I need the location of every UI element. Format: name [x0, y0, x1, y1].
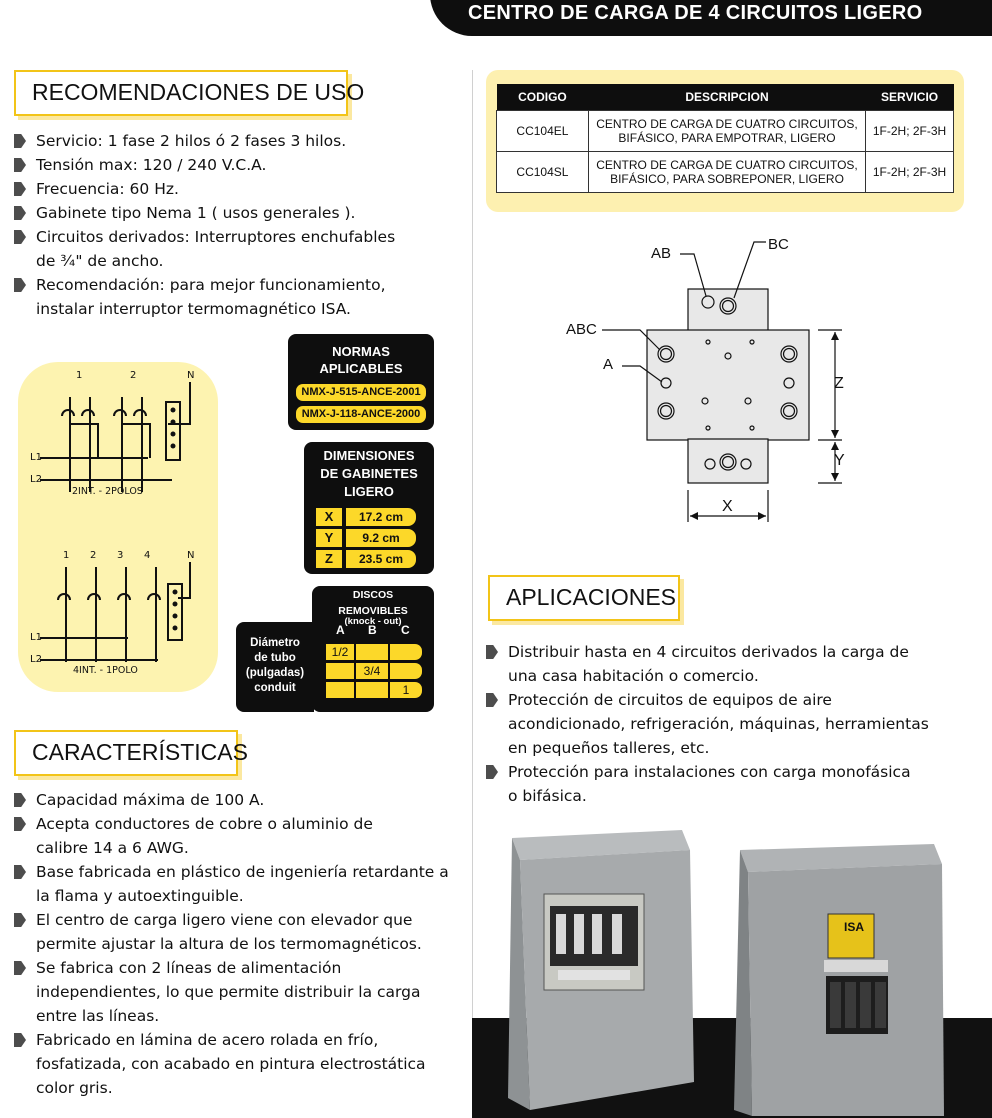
list-item-text: Circuitos derivados: Interruptores enchufables [36, 228, 396, 246]
wiring2-label-n: N [187, 550, 195, 561]
list-item [14, 956, 449, 980]
bullet-arrow-icon [14, 182, 26, 196]
list-item [14, 297, 395, 321]
list-item-text: Protección de circuitos de equipos de aire [508, 691, 832, 709]
ko-label-ab: AB [651, 245, 672, 262]
col-header-codigo: CODIGO [497, 84, 589, 111]
list-item-text: Acepta conductores de cobre o aluminio de [36, 815, 373, 833]
list-item [486, 784, 929, 808]
bus-lines-1 [40, 458, 172, 480]
table-row [497, 111, 954, 152]
wiring2-caption: 4INT. - 1POLO [73, 665, 138, 676]
wiring2-l1: L1 [30, 632, 42, 643]
list-item [14, 884, 449, 908]
bullet-arrow-icon [486, 765, 498, 779]
list-item [486, 664, 929, 688]
bus-lines-2 [40, 638, 158, 660]
list-item-text: Servicio: 1 fase 2 hilos ó 2 fases 3 hilos. [36, 132, 347, 150]
disco-cell-empty [356, 682, 388, 698]
bullet-arrow-icon [14, 1033, 26, 1047]
neutral-line-2 [178, 562, 190, 598]
list-item-text: entre las líneas. [36, 1007, 160, 1025]
list-item-text: la flama y autoextinguible. [36, 887, 244, 905]
list-item [14, 129, 395, 153]
bullet-arrow-icon [14, 158, 26, 172]
bullet-arrow-icon [14, 913, 26, 927]
bullet-arrow-icon [14, 230, 26, 244]
section-title-caracteristicas: CARACTERÍSTICAS [14, 730, 238, 776]
norma-item-1: NMX-J-515-ANCE-2001 [296, 384, 426, 401]
list-item [14, 249, 395, 273]
col-header-servicio: SERVICIO [866, 84, 954, 111]
dimensiones-title-3: LIGERO [344, 484, 394, 499]
list-item-text: Base fabricada en plástico de ingeniería retardante a [36, 863, 449, 881]
wiring2-l2: L2 [30, 654, 42, 665]
cell-description-line: CENTRO DE CARGA DE CUATRO CIRCUITOS, [596, 158, 858, 172]
cell-description-line: CENTRO DE CARGA DE CUATRO CIRCUITOS, [596, 117, 858, 131]
disco-cell-empty [356, 644, 388, 660]
wiring1-label-1: 1 [76, 370, 83, 381]
list-item [14, 177, 395, 201]
list-item [14, 273, 395, 297]
discos-box [312, 586, 434, 712]
wire-lines-1 [70, 397, 142, 492]
disco-cell-empty [390, 644, 422, 660]
wiring1-l2: L2 [30, 474, 42, 485]
cell-description-line: BIFÁSICO, PARA EMPOTRAR, LIGERO [618, 131, 836, 145]
list-item [14, 1004, 449, 1028]
list-item-text: fosfatizada, con acabado en pintura electrostática [36, 1055, 426, 1073]
list-item-text: Recomendación: para mejor funcionamiento, [36, 276, 386, 294]
list-item-text: acondicionado, refrigeración, máquinas, herramientas [508, 715, 929, 733]
discos-col-c: C [401, 623, 410, 637]
list-item-text: Gabinete tipo Nema 1 ( usos generales ). [36, 204, 356, 222]
ko-label-a: A [603, 356, 614, 373]
discos-col-a: A [336, 623, 345, 637]
disco-value-1: 1 [390, 682, 422, 698]
list-item [14, 1076, 449, 1100]
dim-value-z: 23.5 cm [346, 550, 416, 568]
section-title-aplicaciones: APLICACIONES [488, 575, 680, 621]
discos-row-label-4: conduit [254, 682, 296, 694]
list-item [14, 908, 449, 932]
list-item [14, 1028, 449, 1052]
discos-col-b: B [368, 623, 377, 637]
list-item-text: instalar interruptor termomagnético ISA. [36, 300, 351, 318]
list-item-text: o bifásica. [508, 787, 587, 805]
list-item [14, 225, 395, 249]
bullet-arrow-icon [14, 865, 26, 879]
list-item [14, 836, 449, 860]
ko-label-y: Y [834, 452, 845, 469]
wiring2-label-3: 3 [117, 550, 124, 561]
discos-row-label-3: (pulgadas) [245, 667, 305, 679]
cell-code: CC104EL [497, 111, 589, 152]
list-item [14, 980, 449, 1004]
wiring2-label-4: 4 [144, 550, 151, 561]
bullet-arrow-icon [14, 206, 26, 220]
wiring2-label-2: 2 [90, 550, 97, 561]
list-item-text: Fabricado en lámina de acero rolada en frío, [36, 1031, 379, 1049]
discos-row-label-box [236, 622, 314, 712]
aplicaciones-list [486, 640, 929, 808]
list-item-text: Tensión max: 120 / 240 V.C.A. [36, 156, 267, 174]
list-item [14, 932, 449, 956]
cell-description-line: BIFÁSICO, PARA SOBREPONER, LIGERO [610, 172, 844, 186]
dim-key-x: X [316, 508, 342, 526]
list-item [14, 1052, 449, 1076]
list-item-text: Protección para instalaciones con carga monofásica [508, 763, 911, 781]
table-row [497, 152, 954, 193]
col-header-descripcion: DESCRIPCION [588, 84, 865, 111]
dim-key-y: Y [316, 529, 342, 547]
section-title-recomendaciones: RECOMENDACIONES DE USO [14, 70, 348, 116]
knockout-diagram [560, 232, 860, 532]
bullet-arrow-icon [14, 817, 26, 831]
bullet-arrow-icon [14, 278, 26, 292]
list-item [14, 788, 449, 812]
list-item [14, 153, 395, 177]
list-item-text: una casa habitación o comercio. [508, 667, 759, 685]
discos-title-1: DISCOS [352, 589, 394, 601]
cell-description [588, 152, 865, 193]
discos-title-2: REMOVIBLES [338, 605, 408, 617]
dim-value-y: 9.2 cm [346, 529, 416, 547]
list-item-text: El centro de carga ligero viene con elevador que [36, 911, 413, 929]
disco-cell-empty [326, 682, 354, 698]
wiring2-label-1: 1 [63, 550, 70, 561]
cell-code: CC104SL [497, 152, 589, 193]
disco-value-3-4: 3/4 [356, 663, 388, 679]
list-item-text: Distribuir hasta en 4 circuitos derivados la carga de [508, 643, 909, 661]
product-photo [472, 820, 992, 1118]
list-item [486, 736, 929, 760]
wiring1-l1: L1 [30, 452, 42, 463]
dimensiones-title-1: DIMENSIONES [323, 448, 415, 463]
dimensiones-title-2: DE GABINETES [320, 466, 418, 481]
breaker-links-1 [70, 424, 150, 458]
codes-table [496, 84, 954, 193]
ko-label-x: X [722, 498, 733, 515]
list-item-text: Frecuencia: 60 Hz. [36, 180, 179, 198]
cell-description [588, 111, 865, 152]
list-item-text: Se fabrica con 2 líneas de alimentación [36, 959, 342, 977]
discos-subtitle: (knock - out) [344, 616, 402, 627]
normas-box [288, 334, 434, 430]
list-item [486, 712, 929, 736]
bullet-arrow-icon [14, 793, 26, 807]
list-item-text: independientes, lo que permite distribuir la carga [36, 983, 421, 1001]
cell-service: 1F-2H; 2F-3H [866, 111, 954, 152]
list-item [14, 201, 395, 225]
breaker-symbols-1 [62, 410, 146, 416]
wiring-diagrams [18, 362, 218, 692]
list-item-text: Capacidad máxima de 100 A. [36, 791, 265, 809]
norma-item-2: NMX-J-118-ANCE-2000 [296, 406, 426, 423]
bullet-arrow-icon [14, 134, 26, 148]
list-item [486, 760, 929, 784]
list-item-text: color gris. [36, 1079, 113, 1097]
discos-row-label-2: de tubo [254, 652, 296, 664]
page-title: CENTRO DE CARGA DE 4 CIRCUITOS LIGERO [468, 2, 923, 24]
wiring1-label-2: 2 [130, 370, 137, 381]
caracteristicas-list [14, 788, 449, 1100]
bullet-arrow-icon [486, 645, 498, 659]
ko-label-z: Z [834, 375, 844, 392]
dim-value-x: 17.2 cm [346, 508, 416, 526]
isa-logo: ISA [843, 920, 864, 934]
discos-row-label-1: Diámetro [250, 637, 300, 649]
cell-service: 1F-2H; 2F-3H [866, 152, 954, 193]
normas-title-1: NORMAS [332, 344, 390, 359]
dim-key-z: Z [316, 550, 342, 568]
ko-label-bc: BC [768, 236, 789, 253]
list-item-text: de ¾" de ancho. [36, 252, 164, 270]
ko-label-abc: ABC [566, 321, 597, 338]
normas-title-2: APLICABLES [319, 361, 403, 376]
wire-lines-2 [66, 567, 156, 662]
list-item-text: en pequeños talleres, etc. [508, 739, 710, 757]
list-item [486, 688, 929, 712]
breaker-symbols-2 [58, 594, 160, 600]
list-item [14, 860, 449, 884]
disco-value-1-2: 1/2 [326, 644, 354, 660]
bullet-arrow-icon [14, 961, 26, 975]
list-item [14, 812, 449, 836]
wiring1-label-n: N [187, 370, 195, 381]
wiring1-caption: 2INT. - 2POLOS [72, 486, 143, 497]
disco-cell-empty [390, 663, 422, 679]
recomendaciones-list [14, 129, 395, 321]
list-item [486, 640, 929, 664]
dimensiones-box [304, 442, 434, 574]
list-item-text: calibre 14 a 6 AWG. [36, 839, 189, 857]
bullet-arrow-icon [486, 693, 498, 707]
list-item-text: permite ajustar la altura de los termomagnéticos. [36, 935, 422, 953]
disco-cell-empty [326, 663, 354, 679]
